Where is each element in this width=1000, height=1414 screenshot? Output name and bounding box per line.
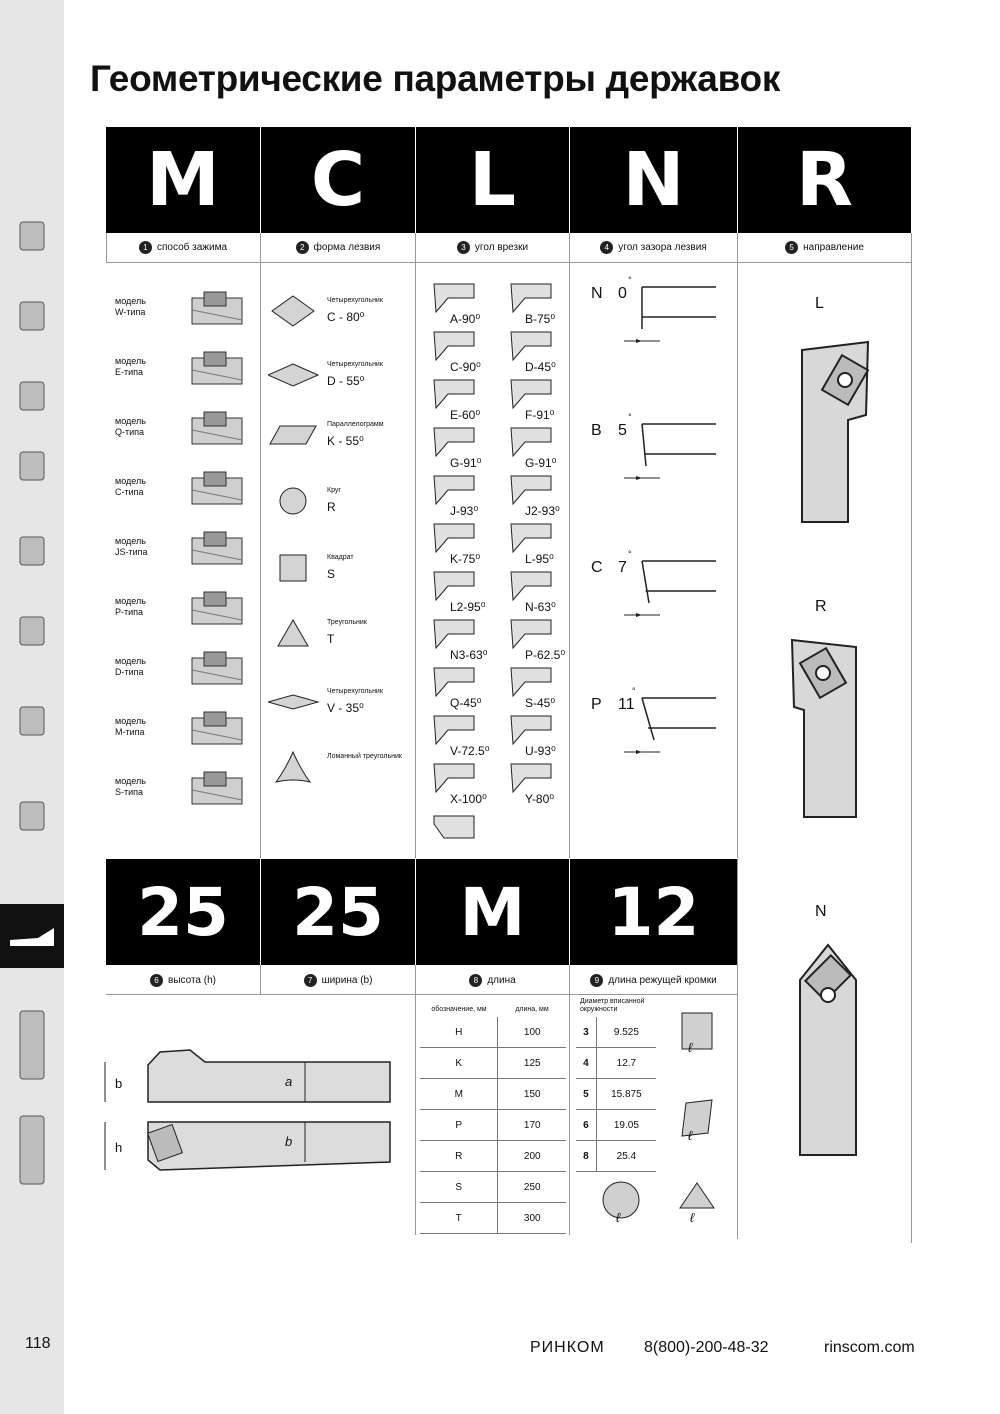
clearance-letter: B (591, 422, 602, 439)
sidebar-category-icon[interactable] (6, 1110, 58, 1190)
header-letter-3: L (416, 127, 569, 233)
caption-number: 9 (590, 974, 603, 987)
caption-text: ширина (b) (321, 974, 373, 986)
length-code: H (420, 1017, 498, 1047)
length-table-col1: обозначение, мм (431, 1006, 487, 1013)
edge-length-mark: ℓ (688, 1128, 693, 1143)
code-part-7: 25 (261, 859, 415, 965)
grid-line (106, 994, 738, 995)
caption-1 (106, 233, 260, 261)
insert-shape-name: Четырехугольник (327, 688, 383, 695)
clearance-angle-value: 0 (618, 285, 627, 302)
edge-shapes-drawing (672, 1008, 722, 1218)
edge-table-row (576, 1048, 656, 1079)
edge-diameter: 12.7 (616, 1057, 637, 1069)
clamp-model-image (190, 290, 246, 331)
caption-number: 2 (296, 241, 309, 254)
caption-9 (570, 966, 737, 994)
approach-angle-label: S-45⁰ (525, 696, 556, 710)
insert-shape-name: Треугольник (327, 619, 367, 626)
holder-left-image (790, 340, 880, 525)
holder-dimension-drawing (100, 1040, 400, 1180)
clearance-letter: P (591, 696, 602, 713)
approach-angle-label: X-100⁰ (450, 792, 487, 806)
clamp-model-image (190, 350, 246, 391)
page-title: Геометрические параметры державок (90, 58, 781, 99)
grid-line (737, 859, 738, 1239)
page-number: 118 (25, 1335, 51, 1352)
edge-code: 6 (576, 1110, 597, 1140)
clamp-model-label: модель Q-типа (115, 416, 146, 437)
caption-number: 5 (785, 241, 798, 254)
turning-holder-icon (8, 920, 56, 955)
caption-number: 4 (600, 241, 613, 254)
edge-diameter: 15.875 (611, 1088, 642, 1100)
insert-shape-code: D - 55⁰ (327, 374, 365, 388)
clamp-model-label: модель S-типа (115, 776, 146, 797)
length-code: T (420, 1203, 498, 1233)
footer-site[interactable]: rinscom.com (824, 1339, 915, 1356)
approach-angle-label: U-93⁰ (525, 744, 556, 758)
clearance-angle-diagram (620, 285, 720, 360)
approach-angle-label: P-62.5⁰ (525, 648, 566, 662)
length-value: 100 (523, 1026, 541, 1038)
edge-length-mark: ℓ (616, 1210, 621, 1225)
length-table-row (420, 1203, 566, 1234)
insert-shape-trigon (268, 750, 320, 791)
approach-angle-label: B-75⁰ (525, 312, 556, 326)
clearance-angle-diagram (620, 559, 720, 634)
grid-line (260, 965, 261, 995)
caption-2 (261, 233, 415, 261)
sidebar-category-icon[interactable] (6, 210, 58, 262)
header-letter-4: N (570, 127, 737, 233)
grid-line (569, 233, 570, 858)
insert-shape-name: Четырехугольник (327, 361, 383, 368)
caption-text: способ зажима (156, 241, 227, 253)
edge-table-row (576, 1017, 656, 1048)
clamp-model-label: модель JS-типа (115, 536, 148, 557)
edge-code: 4 (576, 1048, 597, 1078)
clamp-model-label: модель D-типа (115, 656, 146, 677)
caption-4 (570, 233, 737, 261)
grid-line (415, 233, 416, 858)
length-value: 170 (523, 1119, 541, 1131)
clamp-model-image (190, 770, 246, 811)
edge-code: 3 (576, 1017, 597, 1047)
edge-length-mark: ℓ (690, 1210, 695, 1225)
sidebar-category-icon[interactable] (6, 605, 58, 657)
insert-shape-name: Квадрат (327, 554, 354, 561)
clearance-degree-mark: ° (628, 549, 632, 559)
insert-shape-code: S (327, 567, 336, 581)
caption-number: 1 (139, 241, 152, 254)
approach-angle-label: V-72.5⁰ (450, 744, 490, 758)
edge-code: 5 (576, 1079, 597, 1109)
length-value: 125 (523, 1057, 541, 1069)
approach-angle-label: Y-80⁰ (525, 792, 555, 806)
length-table-row (420, 1172, 566, 1203)
caption-text: длина (487, 974, 516, 986)
caption-text: угол зазора лезвия (618, 241, 707, 253)
insert-shape-parallelogram (268, 418, 320, 459)
approach-angle-image (428, 812, 478, 851)
clamp-model-image (190, 470, 246, 511)
caption-text: угол врезки (474, 241, 529, 253)
insert-shape-circle (268, 484, 320, 525)
grid-line (106, 233, 107, 263)
clamp-model-image (190, 530, 246, 571)
insert-shape-code: R (327, 500, 336, 514)
clamp-model-image (190, 650, 246, 691)
grid-line (911, 233, 912, 1243)
insert-shape-name: Четырехугольник (327, 297, 383, 304)
sidebar-category-icon[interactable] (6, 1005, 58, 1085)
insert-shape-code: T (327, 632, 335, 646)
sidebar-category-icon[interactable] (6, 525, 58, 577)
caption-3 (416, 233, 569, 261)
length-code: S (420, 1172, 498, 1202)
clamp-model-label: модель M-типа (115, 716, 146, 737)
clearance-angle-diagram (620, 696, 720, 771)
insert-shape-code: K - 55⁰ (327, 434, 364, 448)
edge-diameter: 25.4 (616, 1150, 637, 1162)
clearance-letter: N (591, 285, 603, 302)
grid-line (106, 262, 912, 263)
caption-number: 7 (304, 974, 317, 987)
grid-line (260, 233, 261, 858)
edge-table-row (576, 1141, 656, 1172)
edge-diameter: 9.525 (613, 1026, 639, 1038)
approach-angle-label: A-90⁰ (450, 312, 481, 326)
caption-8 (416, 966, 569, 994)
clearance-angle-value: 5 (618, 422, 627, 439)
approach-angle-label: J2-93⁰ (525, 504, 560, 518)
caption-number: 6 (150, 974, 163, 987)
holder-right-image (790, 635, 880, 820)
insert-shape-name: Круг (327, 487, 341, 494)
clamp-model-label: модель C-типа (115, 476, 146, 497)
insert-shape-square (268, 551, 320, 592)
header-letter-1: M (106, 127, 260, 233)
approach-angle-label: J-93⁰ (450, 504, 479, 518)
clamp-model-label: модель W-типа (115, 296, 146, 317)
sidebar-category-icon[interactable] (6, 440, 58, 492)
holder-neutral-image (790, 940, 880, 1160)
insert-shape-rhombus80 (268, 294, 320, 335)
clearance-degree-mark: ° (628, 412, 632, 422)
code-part-9: 12 (570, 859, 737, 965)
caption-text: высота (h) (168, 974, 216, 986)
approach-angle-label: Q-45⁰ (450, 696, 482, 710)
header-letter-2: C (261, 127, 415, 233)
code-part-8: M (416, 859, 569, 965)
clearance-degree-mark: ° (632, 686, 636, 696)
dim-label-a: a (285, 1074, 293, 1089)
length-table-row (420, 1048, 566, 1079)
caption-number: 3 (457, 241, 470, 254)
direction-label-N: N (815, 903, 827, 920)
length-code: K (420, 1048, 498, 1078)
length-value: 150 (523, 1088, 541, 1100)
insert-shape-name: Параллелограмм (327, 421, 384, 428)
sidebar-category-icon[interactable] (6, 695, 58, 747)
sidebar-category-icon[interactable] (6, 370, 58, 422)
caption-number: 8 (469, 974, 482, 987)
sidebar-category-icon[interactable] (6, 790, 58, 842)
edge-length-mark: ℓ (688, 1040, 693, 1055)
clamp-model-image (190, 410, 246, 451)
caption-6 (106, 966, 260, 994)
clearance-degree-mark: ° (628, 275, 632, 285)
length-code: M (420, 1079, 498, 1109)
approach-angle-label: F-91⁰ (525, 408, 555, 422)
edge-table-header: Диаметр вписанной окружности (580, 998, 645, 1013)
approach-angle-label: G-91⁰ (450, 456, 482, 470)
approach-angle-label: L-95⁰ (525, 552, 554, 566)
caption-text: форма лезвия (313, 241, 381, 253)
length-table-row (420, 1141, 566, 1172)
clamp-model-image (190, 710, 246, 751)
length-table-col2: длина, мм (515, 1006, 549, 1013)
dim-label-b: b (115, 1076, 123, 1091)
edge-code: 8 (576, 1141, 597, 1171)
footer-phone[interactable]: 8(800)-200-48-32 (644, 1339, 769, 1356)
sidebar-category-icon[interactable] (6, 290, 58, 342)
edge-table-row (576, 1079, 656, 1110)
clearance-angle-value: 7 (618, 559, 627, 576)
approach-angle-label: G-91⁰ (525, 456, 557, 470)
insert-shape-code: V - 35⁰ (327, 701, 364, 715)
approach-angle-label: K-75⁰ (450, 552, 481, 566)
caption-7 (261, 966, 415, 994)
footer-brand: РИНКОМ (530, 1339, 605, 1356)
length-value: 250 (523, 1181, 541, 1193)
direction-label-L: L (815, 295, 824, 312)
grid-line (415, 965, 416, 1235)
clearance-letter: C (591, 559, 603, 576)
code-part-6: 25 (106, 859, 260, 965)
insert-shape-triangle (268, 616, 320, 657)
length-table-row (420, 1110, 566, 1141)
edge-round-drawing (596, 1178, 646, 1228)
insert-shape-rhombus35 (268, 685, 320, 726)
insert-shape-name: Ломанный треугольник (327, 753, 402, 760)
insert-shape-rhombus55 (268, 358, 320, 399)
approach-angle-label: L2-95⁰ (450, 600, 486, 614)
direction-label-R: R (815, 598, 827, 615)
length-value: 300 (523, 1212, 541, 1224)
clamp-model-image (190, 590, 246, 631)
length-table-row (420, 1017, 566, 1048)
grid-line (569, 965, 570, 1235)
dim-label-h: h (115, 1140, 123, 1155)
insert-shape-code: C - 80⁰ (327, 310, 365, 324)
approach-angle-label: N-63⁰ (525, 600, 556, 614)
dim-label-b2: b (285, 1134, 293, 1149)
approach-angle-label: N3-63⁰ (450, 648, 488, 662)
clearance-angle-value: 11 (618, 696, 635, 713)
clearance-angle-diagram (620, 422, 720, 497)
header-letter-5: R (738, 127, 911, 233)
approach-angle-label: D-45⁰ (525, 360, 556, 374)
edge-diameter: 19.05 (613, 1119, 639, 1131)
caption-5 (738, 233, 911, 261)
clamp-model-label: модель E-типа (115, 356, 146, 377)
length-code: P (420, 1110, 498, 1140)
caption-text: направление (803, 241, 864, 253)
caption-text: длина режущей кромки (608, 974, 717, 986)
clamp-model-label: модель P-типа (115, 596, 146, 617)
approach-angle-label: E-60⁰ (450, 408, 481, 422)
grid-line (737, 233, 738, 858)
approach-angle-label: C-90⁰ (450, 360, 481, 374)
edge-table-row (576, 1110, 656, 1141)
length-value: 200 (523, 1150, 541, 1162)
length-table-row (420, 1079, 566, 1110)
length-code: R (420, 1141, 498, 1171)
